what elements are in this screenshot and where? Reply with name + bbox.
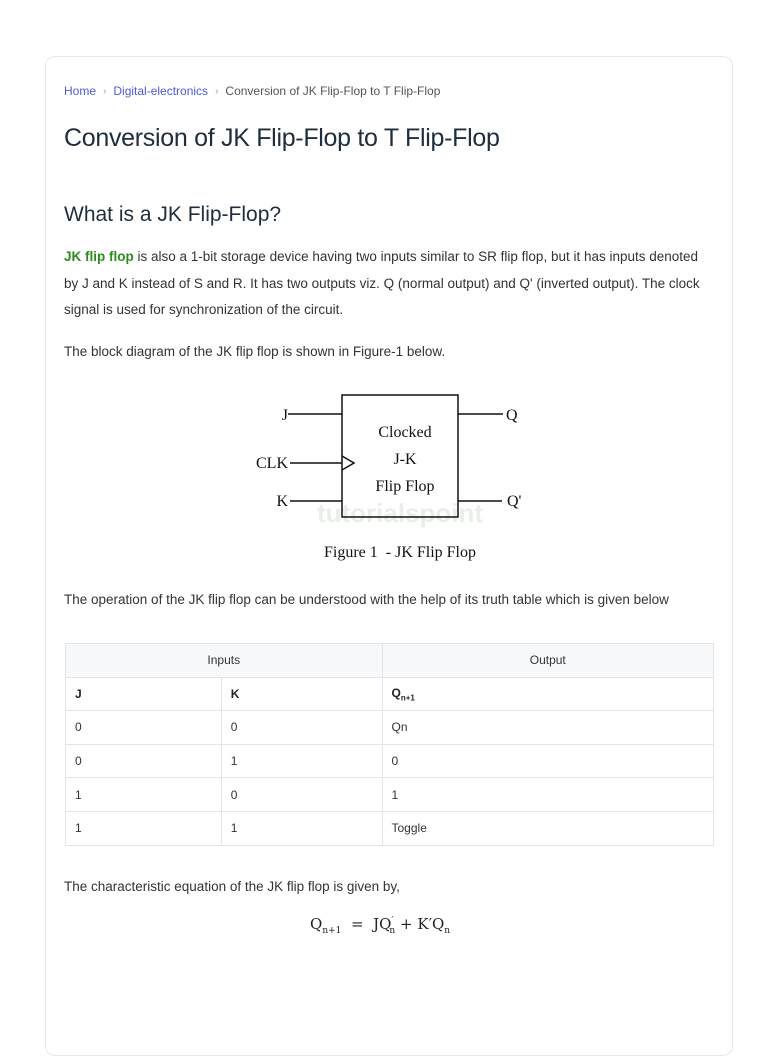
page-title: Conversion of JK Flip-Flop to T Flip-Flop — [64, 124, 500, 152]
box-line-3: Flip Flop — [375, 478, 435, 495]
truth-table-intro: The operation of the JK flip flop can be understood with the help of its truth table which is given below — [64, 592, 669, 607]
block-diagram-intro: The block diagram of the JK flip flop is shown in Figure-1 below. — [64, 344, 446, 359]
truth-table — [65, 643, 714, 846]
table-column-header — [66, 677, 714, 711]
cell-q: 0 — [382, 744, 714, 778]
cell-k: 1 — [221, 811, 382, 845]
breadcrumb-section-link[interactable]: Digital-electronics — [113, 84, 209, 98]
eq-term1-sub: n — [389, 926, 396, 936]
eq-term1-sup: ′ — [391, 916, 394, 926]
cell-k: 1 — [221, 744, 382, 778]
qbar-label: Q' — [507, 493, 522, 510]
figure-caption: Figure 1 - JK Flip Flop — [323, 544, 477, 561]
table-group-header — [66, 644, 714, 678]
cell-j: 1 — [66, 811, 222, 845]
table-row — [66, 711, 714, 745]
cell-j: 1 — [66, 778, 222, 812]
eq-term1: JQ — [373, 915, 392, 933]
table-row — [66, 744, 714, 778]
characteristic-intro: The characteristic equation of the JK flip flop is given by, — [64, 879, 400, 894]
box-line-1: Clocked — [378, 424, 432, 441]
cell-q: Toggle — [382, 811, 714, 845]
breadcrumb — [64, 84, 440, 98]
output-header: Output — [382, 644, 714, 678]
jk-diagram-svg — [240, 388, 540, 568]
eq-plus: + — [400, 915, 413, 933]
q-label: Q — [506, 407, 518, 424]
characteristic-equation — [310, 915, 450, 936]
intro-paragraph — [64, 244, 704, 324]
section-heading: What is a JK Flip-Flop? — [64, 203, 282, 226]
table-row — [66, 811, 714, 845]
cell-q: 1 — [382, 778, 714, 812]
eq-term2-sub: n — [444, 926, 451, 936]
box-line-2: J-K — [393, 451, 417, 468]
clock-triangle — [342, 456, 354, 470]
table-row — [66, 778, 714, 812]
chevron-right-icon: › — [215, 85, 219, 97]
inputs-header: Inputs — [66, 644, 383, 678]
cell-j: 0 — [66, 744, 222, 778]
cell-k: 0 — [221, 711, 382, 745]
cell-k: 0 — [221, 778, 382, 812]
k-label: K — [276, 493, 288, 510]
eq-equals: = — [350, 915, 364, 933]
watermark-text: tutorialspoint — [316, 498, 484, 528]
breadcrumb-home-link[interactable]: Home — [64, 84, 97, 98]
col-j-header: J — [66, 677, 222, 711]
chevron-right-icon: › — [103, 85, 107, 97]
eq-lhs: Q — [310, 915, 323, 933]
col-q-header: $Q_{n+1}$ — [382, 677, 714, 711]
intro-text: is also a 1-bit storage device having two inputs similar to SR flip flop, but it has inputs denoted by J and K instead of S and R. It has two outputs viz. Q (normal output) and Q' (inverted output). The clock signal is used for synchronization of the circuit. — [64, 249, 700, 317]
cell-q: Qn — [382, 711, 714, 745]
clk-label: CLK — [256, 455, 288, 472]
eq-lhs-sub: n+1 — [322, 926, 342, 936]
jk-flip-flop-link[interactable]: JK flip flop — [64, 249, 134, 264]
eq-term2: K′Q — [417, 915, 445, 933]
cell-j: 0 — [66, 711, 222, 745]
jk-flip-flop-diagram — [240, 388, 540, 568]
col-k-header: K — [221, 677, 382, 711]
breadcrumb-current: Conversion of JK Flip-Flop to T Flip-Flop — [225, 84, 441, 98]
j-label: J — [281, 407, 288, 424]
